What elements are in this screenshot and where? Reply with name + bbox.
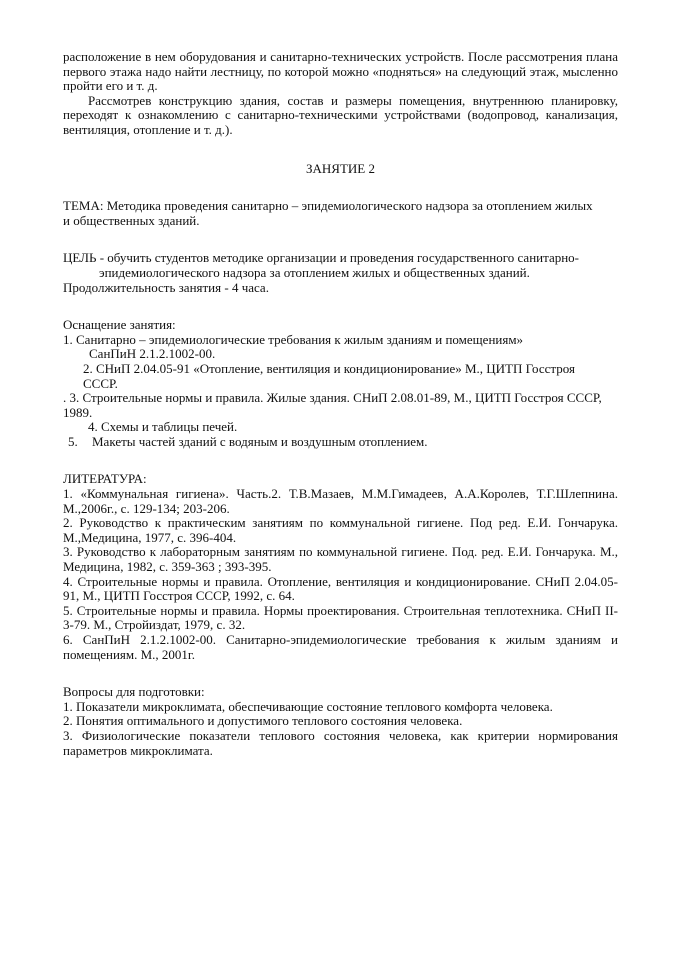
literature-item: 1. «Коммунальная гигиена». Часть.2. Т.В.Мазаев, М.М.Гимадеев, А.А.Королев, Т.Г.Шлепнина. М.,2006г., с. 129-134; 203-206.	[63, 486, 618, 516]
questions-section	[63, 685, 618, 758]
equipment-item-continuation: СанПиН 2.1.2.1002-00.	[89, 346, 216, 362]
equipment-item-text: Макеты частей зданий с водяным и воздушным отоплением.	[92, 433, 428, 449]
literature-item: 3. Руководство к лабораторным занятиям по коммунальной гигиене. Под. ред. Е.И. Гончарука. М., Медицина, 1982, с. 359-363 ; 393-395.	[63, 544, 618, 575]
lesson-duration: Продолжительность занятия - 4 часа.	[63, 279, 269, 295]
questions-heading: Вопросы для подготовки:	[63, 684, 205, 700]
equipment-section	[63, 318, 618, 449]
literature-heading: ЛИТЕРАТУРА:	[63, 471, 147, 487]
intro-paragraph: Рассмотрев конструкцию здания, состав и размеры помещения, внутреннюю планировку, переходят к ознакомлению с санитарно-техническими устройствами (водопровод, канализация, вентиляция, отопление и т. д.).	[63, 92, 618, 137]
question-item: 2. Понятия оптимального и допустимого теплового состояния человека.	[63, 713, 463, 729]
question-item: 3. Физиологические показатели теплового состояния человека, как критерии нормирования параметров микроклимата.	[63, 727, 618, 758]
equipment-item: 1. Санитарно – эпидемиологические требования к жилым зданиям и помещениям»	[63, 331, 524, 347]
intro-paragraph: расположение в нем оборудования и санитарно-технических устройств. После рассмотрения плана первого этажа надо найти лестницу, по которой можно «подняться» на следующий этаж, мысленно пройти его и т. д.	[63, 49, 618, 94]
literature-item: 2. Руководство к практическим занятиям по коммунальной гигиене. Под ред. Е.И. Гончарука. М.,Медицина, 1977, с. 396-404.	[63, 515, 618, 545]
lesson-topic: ТЕМА: Методика проведения санитарно – эпидемиологического надзора за отоплением жилых и общественных зданий.	[63, 198, 593, 228]
equipment-item: 4. Схемы и таблицы печей.	[88, 419, 238, 435]
lesson-title: ЗАНЯТИЕ 2	[306, 160, 375, 176]
equipment-heading: Оснащение занятия:	[63, 317, 176, 333]
equipment-item: . 3. Строительные нормы и правила. Жилые здания. СНиП 2.08.01-89, М., ЦИТП Госстроя СССР, 1989.	[63, 390, 602, 420]
equipment-item	[63, 435, 618, 450]
literature-item: 6. СанПиН 2.1.2.1002-00. Санитарно-эпидемиологические требования к жилым зданиям и помещениям. М., 2001г.	[63, 632, 618, 662]
document-page	[63, 50, 618, 758]
equipment-item: 2. СНиП 2.04.05-91 «Отопление, вентиляция и кондиционирование» М., ЦИТП Госстроя СССР.	[83, 360, 575, 391]
literature-item: 4. Строительные нормы и правила. Отопление, вентиляция и кондиционирование. СНиП 2.04.05-91, М., ЦИТП Госстроя СССР, 1992, с. 64.	[63, 573, 618, 604]
literature-section	[63, 472, 618, 662]
question-item: 1. Показатели микроклимата, обеспечивающие состояние теплового комфорта человека.	[63, 698, 553, 714]
equipment-item-number: 5.	[68, 433, 78, 449]
lesson-goal: ЦЕЛЬ - обучить студентов методике организации и проведения государственного санитарно-эпидемиологического надзора за отоплением жилых и общественных зданий.	[63, 250, 580, 280]
literature-item: 5. Строительные нормы и правила. Нормы проектирования. Строительная теплотехника. СНиП II-3-79. М., Стройиздат, 1979, с. 32.	[63, 602, 618, 633]
